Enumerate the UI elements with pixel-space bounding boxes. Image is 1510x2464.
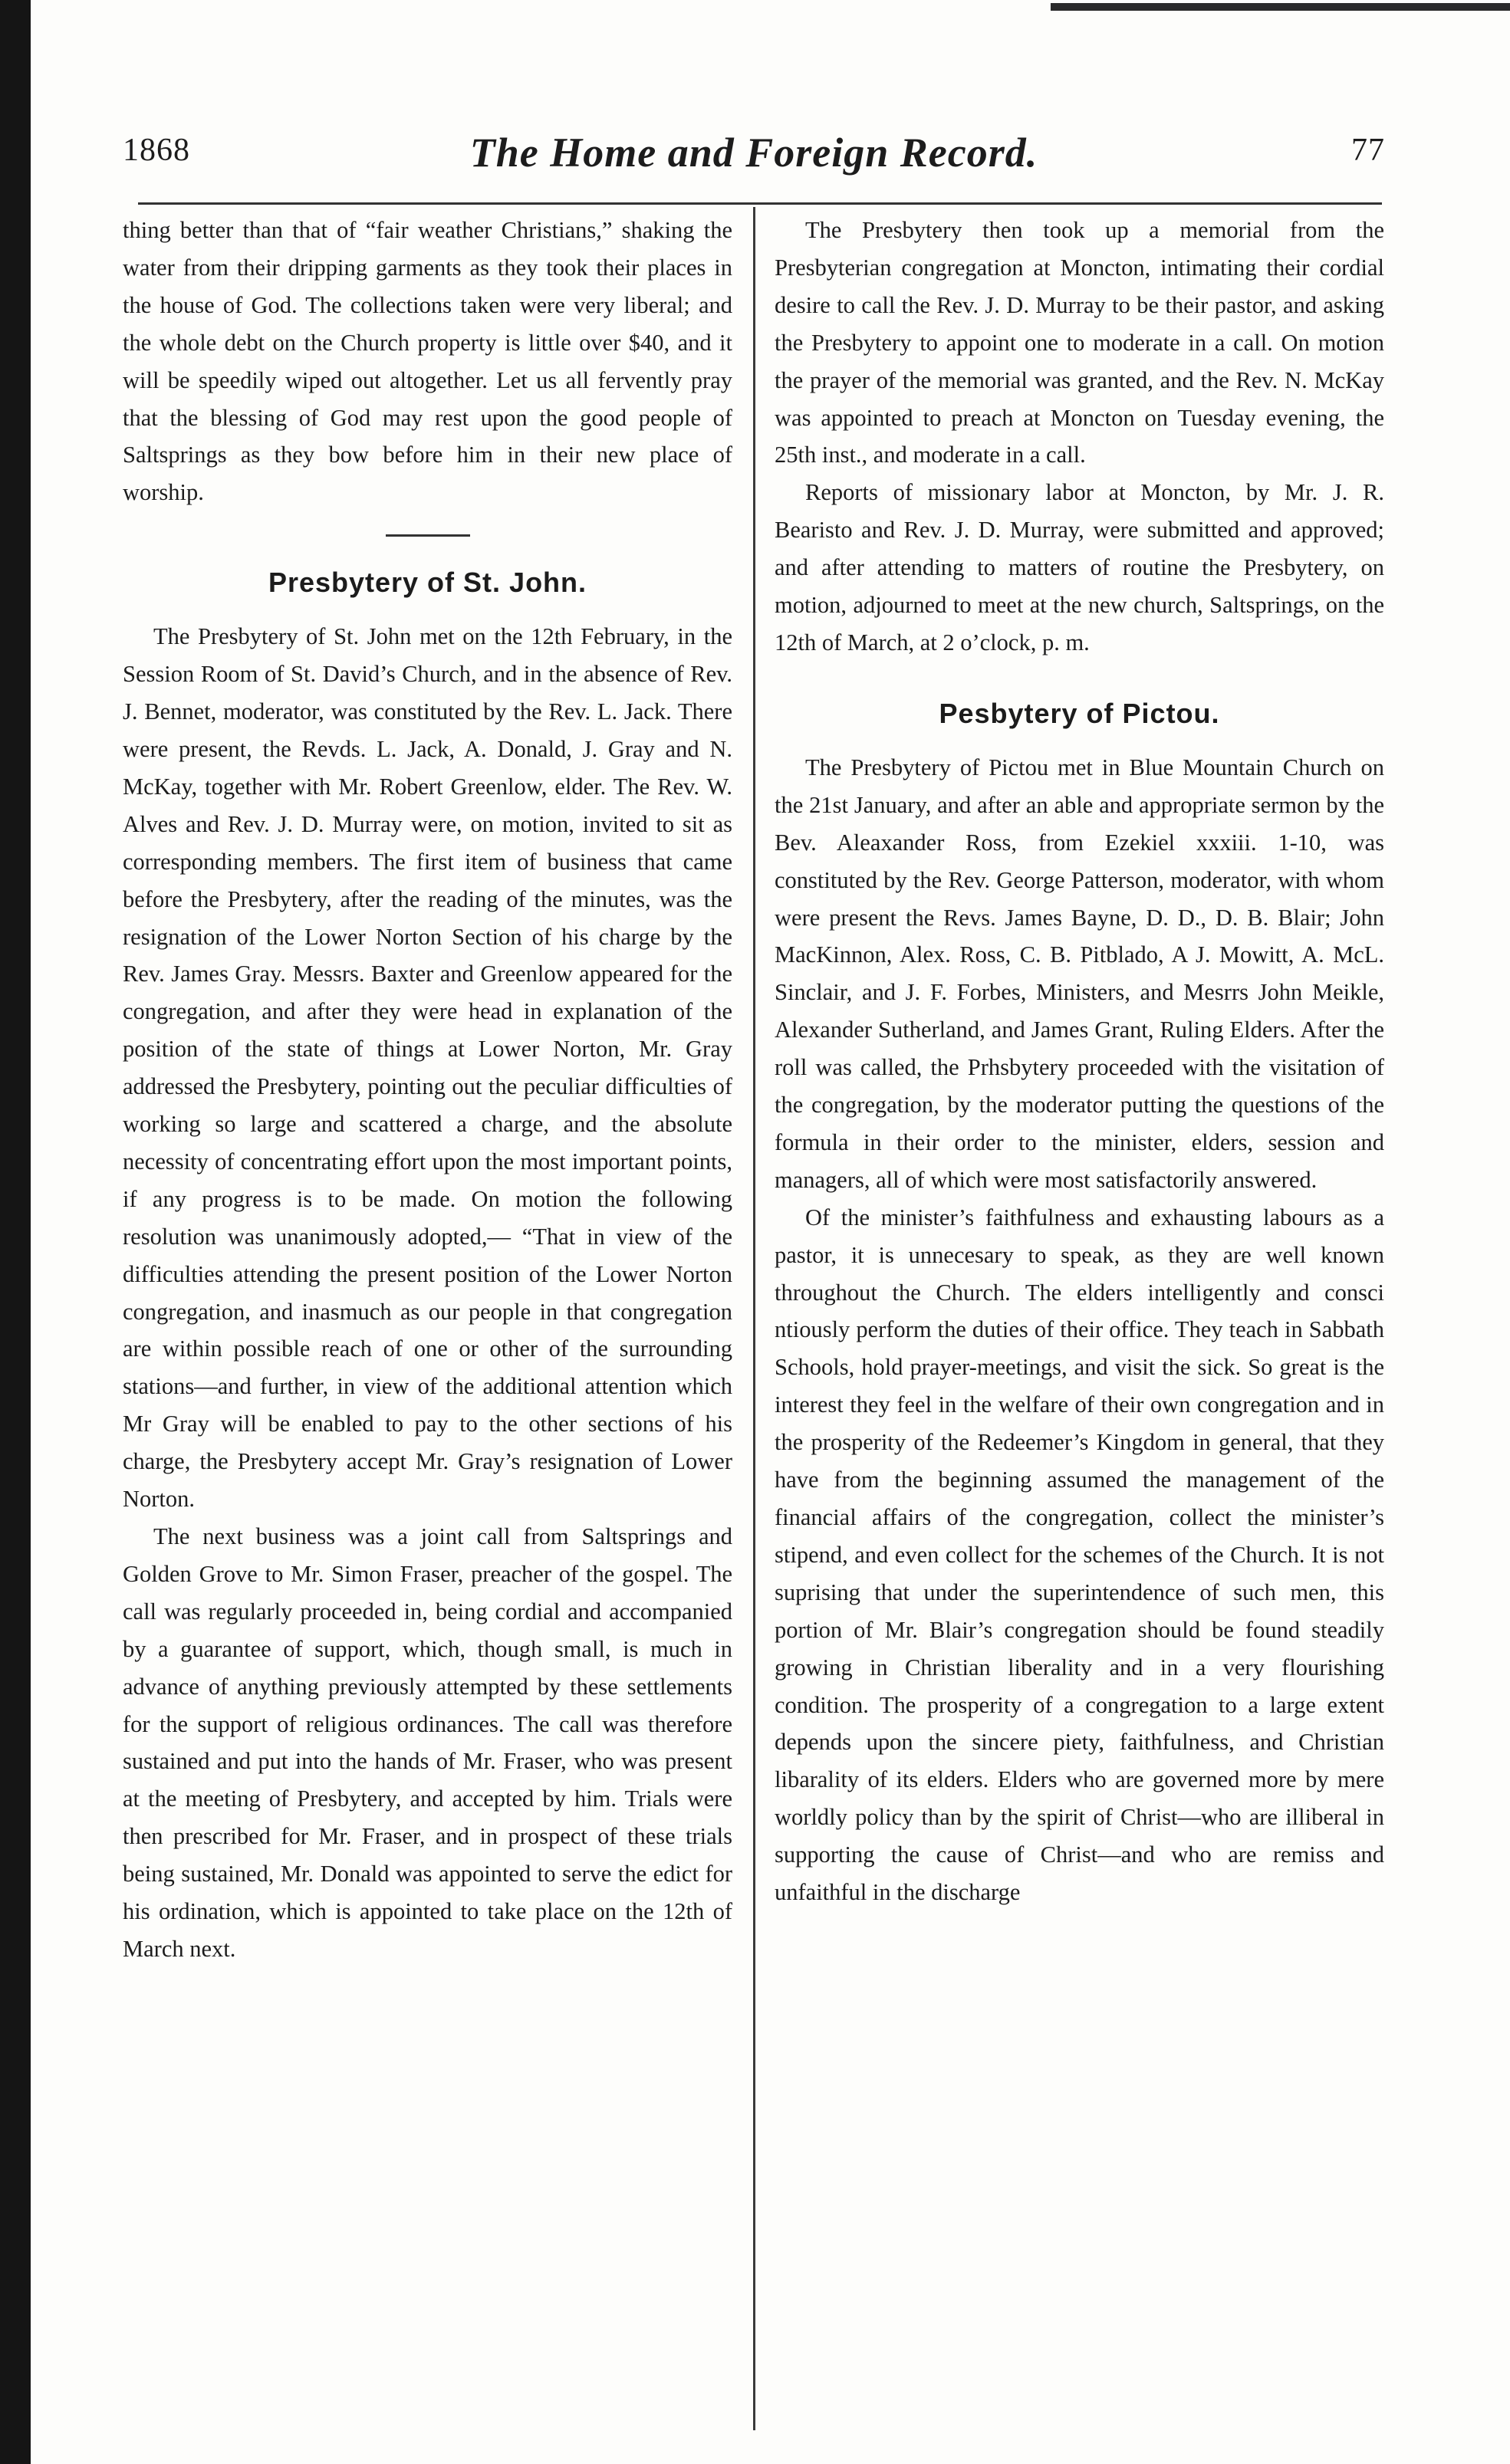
section-title-pictou: Pesbytery of Pictou.	[939, 697, 1220, 729]
running-header	[123, 132, 1385, 193]
right-column	[775, 212, 1384, 2420]
paragraph: The Presbytery of St. John met on the 12th February, in the Session Room of St. David’s Church, and in the absence of Rev. J. Bennet, moderator, was constituted by the Rev. L. Jack. There were present, the Revds. L. Jack, A. Donald, J. Gray and N. McKay, together with Mr. Robert Greenlow, elder. The Rev. W. Alves and Rev. J. D. Murray were, on motion, invited to sit as corresponding members. The first item of business that came before the Presbytery, after the reading of the minutes, was the resignation of the Lower Norton Section of his charge by the Rev. James Gray. Messrs. Baxter and Greenlow appeared for the congregation, and after they were head in explanation of the position of the state of things at Lower Norton, Mr. Gray addressed the Presbytery, pointing out the peculiar difficulties of working so large and scattered a charge, and the absolute necessity of concentrating effort upon the most important points, if any progress is to be made. On motion the following resolution was unanimously adopted,— “That in view of the difficulties attending the present position of the Lower Norton congregation, and inasmuch as our people in that congregation are within possible reach of one or other of the surrounding stations—and further, in view of the additional attention which Mr Gray will be enabled to pay to the other sections of his charge, the Presbytery accept Mr. Gray’s resignation of Lower Norton.	[123, 623, 732, 1513]
top-edge-rule	[1051, 3, 1510, 11]
section-title-st-john: Presbytery of St. John.	[268, 567, 587, 599]
page-number: 77	[1351, 133, 1385, 168]
continued-paragraph: thing better than that of “fair weather Christians,” shaking the water from their dripping garments as they took their places in the house of God. The collections taken were very liberal; and the whole debt on the Church property is little over $40, and it will be speedily wiped out altogether. Let us all fervently pray that the blessing of God may rest upon the good people of Saltsprings as they bow before him in their new place of worship.	[123, 217, 732, 506]
binding-edge	[0, 0, 31, 2464]
paragraph: Of the minister’s faithfulness and exhausting labours as a pastor, it is unnecesary to speak, as they are well known throughout the Church. The elders intelligently and consci ntiously perform the duties of their office. They teach in Sabbath Schools, hold prayer-meetings, and visit the sick. So great is the interest they feel in the welfare of their own congregation and in the prosperity of the Redeemer’s Kingdom in general, that they have from the beginning assumed the management of the financial affairs of the congregation, collect the minister’s stipend, and even collect for the schemes of the Church. It is not suprising that under the superintendence of such men, this portion of Mr. Blair’s congregation should be found steadily growing in Christian liberality and in a very flourishing condition. The prosperity of a congregation to a large extent depends upon the sincere piety, faithfulness, and Christian libarality of its elders. Elders who are governed more by mere worldly policy than by the spirit of Christ—who are illiberal in supporting the cause of Christ—and who are remiss and unfaithful in the discharge	[775, 1204, 1384, 1906]
left-column	[123, 212, 732, 2420]
paragraph: Reports of missionary labor at Moncton, by Mr. J. R. Bearisto and Rev. J. D. Murray, were submitted and approved; and after attending to matters of routine the Presbytery, on motion, adjourned to meet at the new church, Saltsprings, on the 12th of March, at 2 o’clock, p. m.	[775, 479, 1384, 655]
section-spacer	[775, 662, 1384, 692]
header-title: The Home and Foreign Record.	[469, 130, 1038, 176]
paragraph: The Presbytery of Pictou met in Blue Mountain Church on the 21st January, and after an able and appropriate sermon by the Bev. Aleaxander Ross, from Ezekiel xxxiii. 1-10, was constituted by the Rev. George Patterson, moderator, with whom were present the Revs. James Bayne, D. D., D. B. Blair; John MacKinnon, Alex. Ross, C. B. Pitblado, A J. Mowitt, A. McL. Sinclair, and J. F. Forbes, Ministers, and Mesrrs John Meikle, Alexander Sutherland, and James Grant, Ruling Elders. After the roll was called, the Prhsbytery proceeded with the visitation of the congregation, by the moderator putting the questions of the formula in their order to the minister, elders, session and managers, all of which were most satisfactorily answered.	[775, 754, 1384, 1193]
section-separator-rule	[386, 534, 470, 537]
header-rule	[138, 202, 1382, 205]
column-divider	[753, 207, 755, 2430]
paragraph: The Presbytery then took up a memorial from the Presbyterian congregation at Moncton, intimating their cordial desire to call the Rev. J. D. Murray to be their pastor, and asking the Presbytery to appoint one to moderate in a call. On motion the prayer of the memorial was granted, and the Rev. N. McKay was appointed to preach at Moncton on Tuesday evening, the 25th inst., and moderate in a call.	[775, 217, 1384, 468]
header-year: 1868	[123, 133, 190, 168]
paragraph: The next business was a joint call from Saltsprings and Golden Grove to Mr. Simon Fraser, preacher of the gospel. The call was regularly proceeded in, being cordial and accompanied by a guarantee of support, which, though small, is much in advance of anything previously attempted by these settlements for the support of religious ordinances. The call was therefore sustained and put into the hands of Mr. Fraser, who was present at the meeting of Presbytery, and accepted by him. Trials were then prescribed for Mr. Fraser, and in prospect of these trials being sustained, Mr. Donald was appointed to serve the edict for his ordination, which is appointed to take place on the 12th of March next.	[123, 1523, 732, 1962]
